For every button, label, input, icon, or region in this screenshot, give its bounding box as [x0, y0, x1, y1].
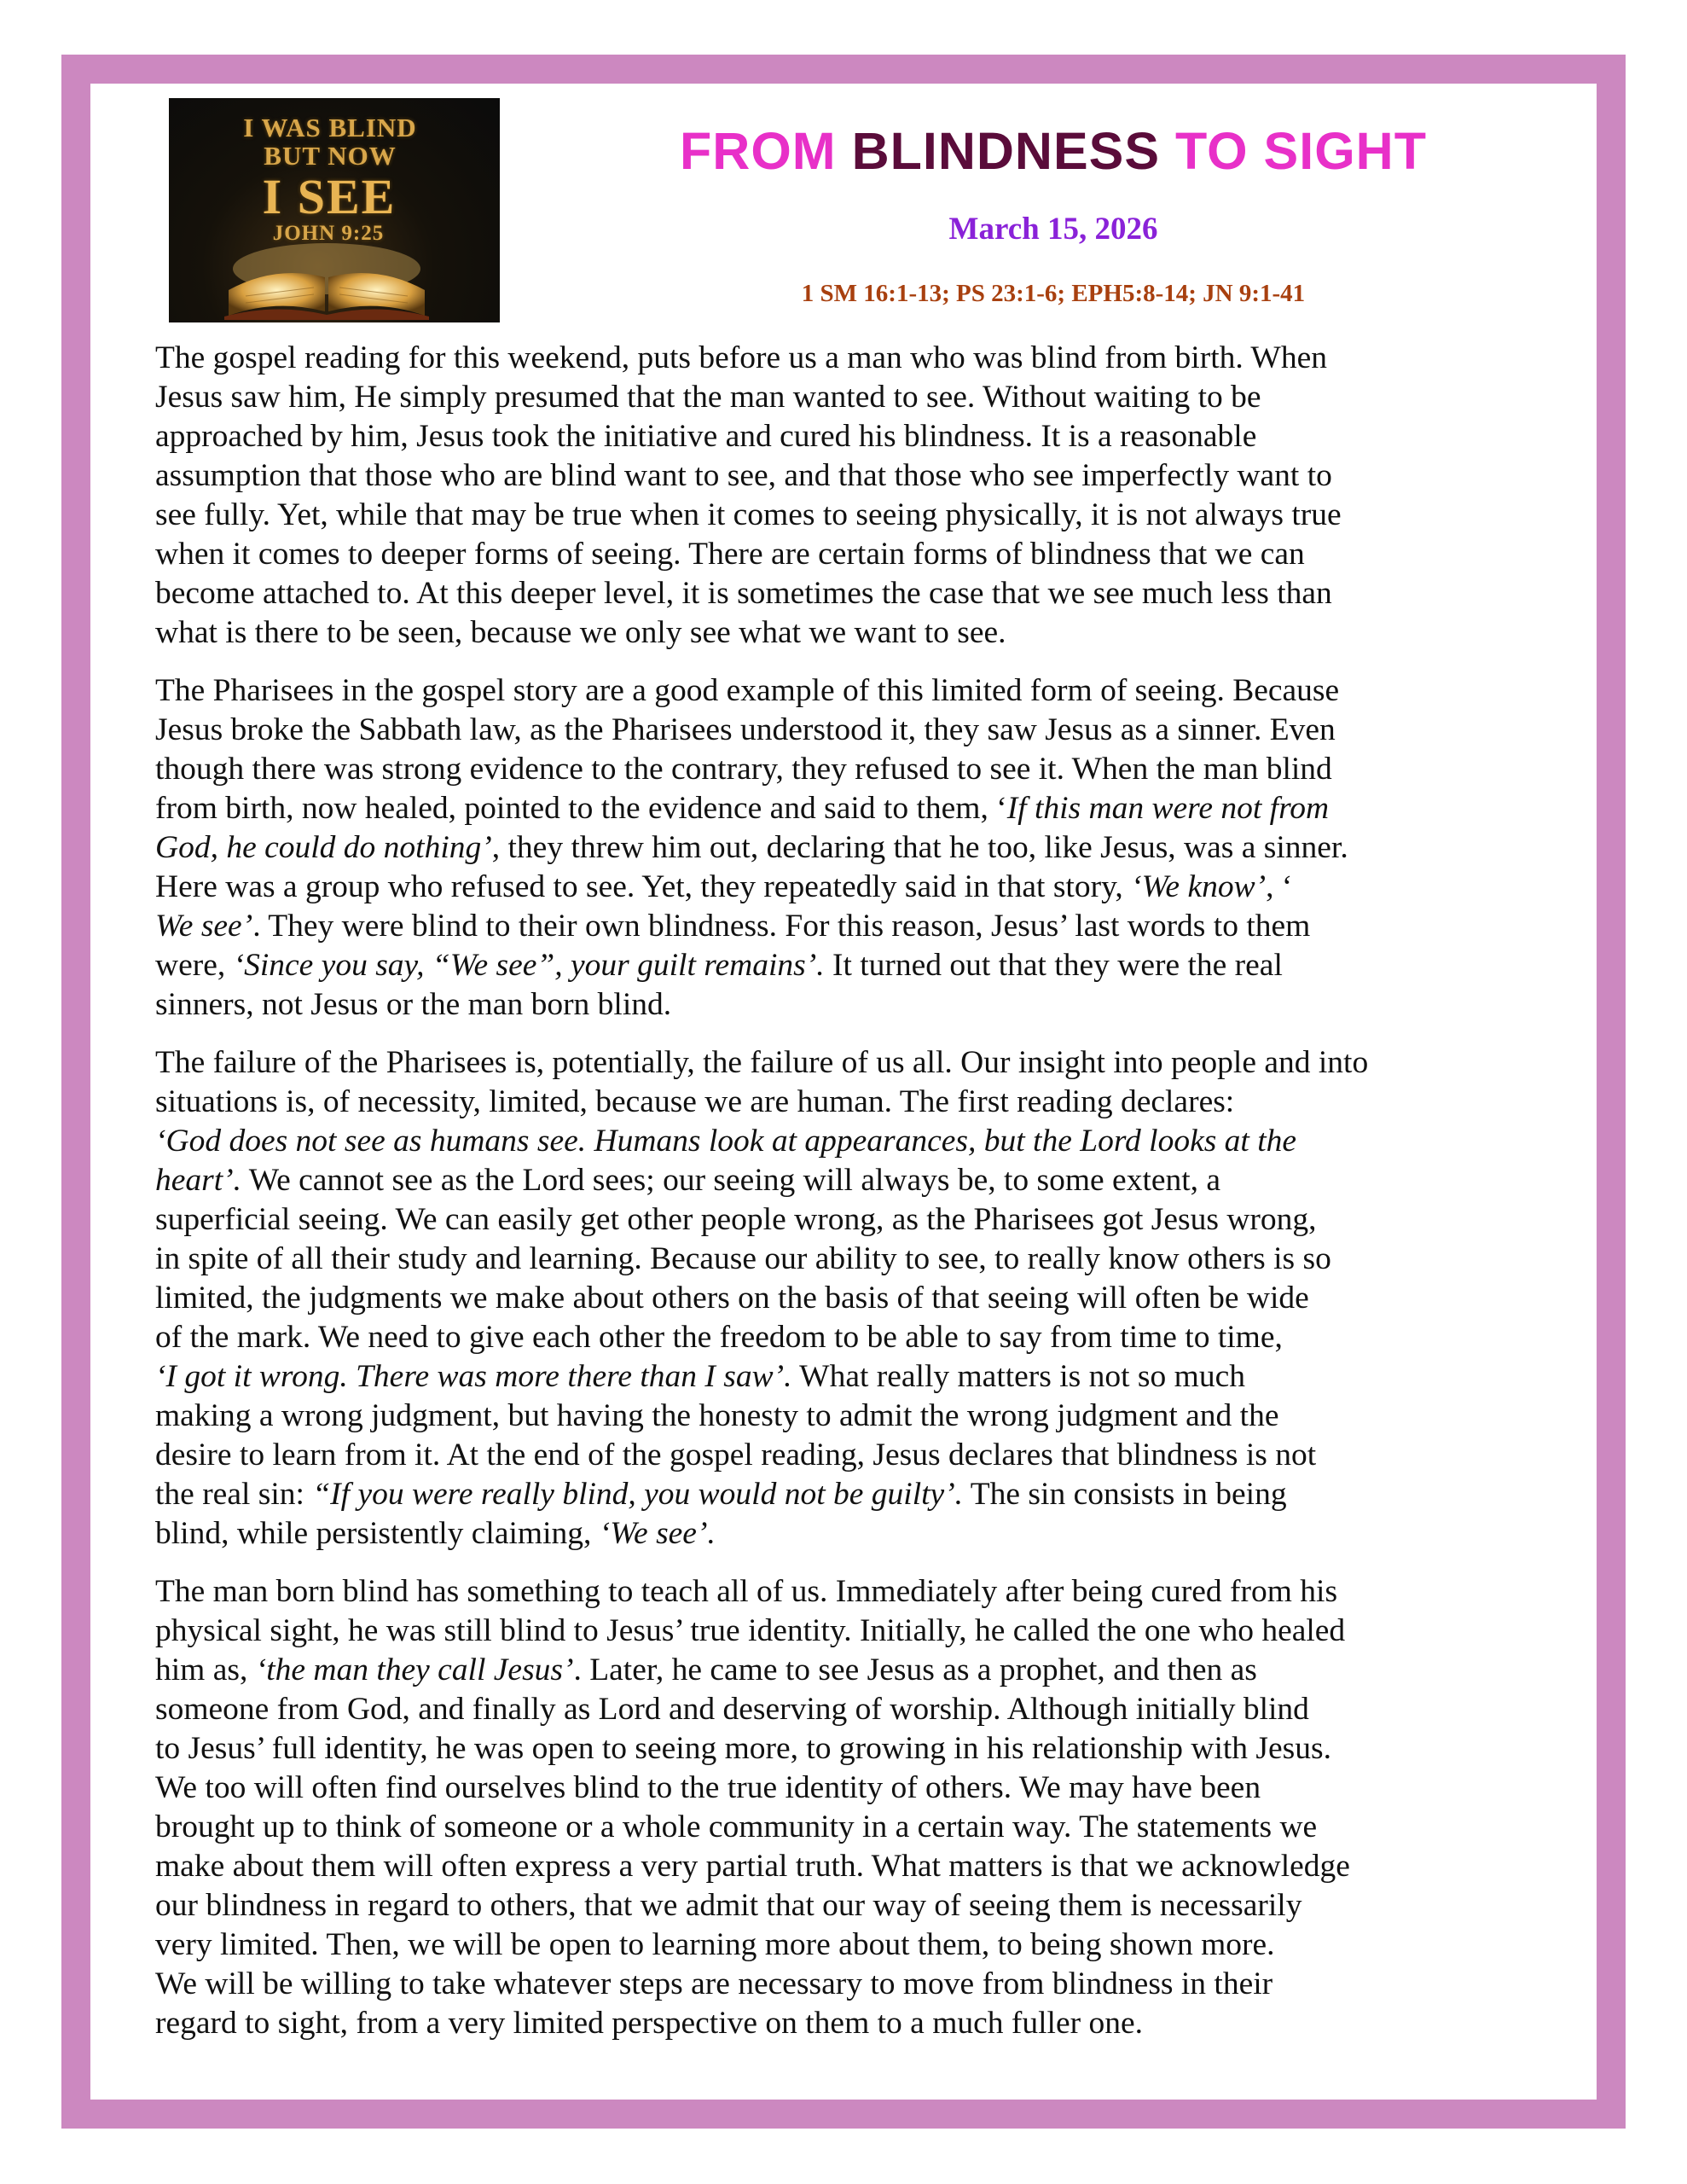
text-run: We see’: [155, 909, 253, 944]
text-run: ‘We know’: [1131, 869, 1267, 904]
paragraph-line: [155, 789, 1588, 828]
paragraph-line: [155, 1318, 1588, 1357]
paragraph-line: [155, 1514, 1588, 1554]
paragraph-line: [155, 907, 1588, 946]
text-run: , they threw him out, declaring that he too, like Jesus, was a sinner.: [491, 830, 1348, 865]
logo-text-line2: BUT NOW: [264, 141, 397, 171]
text-run: heart’.: [155, 1163, 242, 1198]
text-run: our blindness in regard to others, that we admit that our way of seeing them is necessarily: [155, 1888, 1302, 1923]
text-run: situations is, of necessity, limited, because we are human. The first reading declares:: [155, 1084, 1235, 1119]
paragraph-line: [155, 1651, 1588, 1690]
paragraph-line: [155, 868, 1588, 907]
text-run: “If you were really blind, you would not be guilty’.: [312, 1477, 964, 1512]
paragraph-line: [155, 2004, 1588, 2043]
text-run: him as,: [155, 1653, 256, 1687]
text-run: very limited. Then, we will be open to learning more about them, to being shown more.: [155, 1927, 1275, 1962]
text-run: were,: [155, 948, 234, 983]
paragraph-line: [155, 1965, 1588, 2004]
text-run: from birth, now healed, pointed to the evidence and said to them, ‘: [155, 791, 1007, 826]
text-run: become attached to. At this deeper level, it is sometimes the case that we see much less than: [155, 576, 1332, 611]
paragraph-line: [155, 535, 1588, 574]
text-run: regard to sight, from a very limited perspective on them to a much fuller one.: [155, 2006, 1143, 2041]
paragraph-line: [155, 456, 1588, 496]
text-run: The sin consists in being: [963, 1477, 1287, 1512]
paragraph-line: [155, 1161, 1588, 1200]
title-part-from: FROM: [680, 122, 837, 180]
text-run: The failure of the Pharisees is, potentially, the failure of us all. Our insight into people and into: [155, 1045, 1369, 1080]
text-run: We too will often find ourselves blind to the true identity of others. We may have been: [155, 1770, 1261, 1805]
text-run: to Jesus’ full identity, he was open to seeing more, to growing in his relationship with Jesus.: [155, 1731, 1331, 1766]
paragraph-line: [155, 1729, 1588, 1769]
text-run: ‘God does not see as humans see. Humans look at appearances, but the Lord looks at the: [155, 1124, 1297, 1159]
paragraph-line: [155, 1926, 1588, 1965]
text-run: . Later, he came to see Jesus as a prophet, and then as: [573, 1653, 1257, 1687]
paragraph-line: [155, 1847, 1588, 1886]
paragraph-line: [155, 1122, 1588, 1161]
text-run: assumption that those who are blind want to see, and that those who see imperfectly want to: [155, 458, 1332, 493]
text-run: ‘the man they call Jesus’: [255, 1653, 574, 1687]
logo-text-line4: JOHN 9:25: [272, 222, 385, 245]
paragraph-line: [155, 1886, 1588, 1926]
text-run: what is there to be seen, because we only see what we want to see.: [155, 615, 1006, 650]
paragraph-line: [155, 574, 1588, 613]
paragraph-line: [155, 1808, 1588, 1847]
date: March 15, 2026: [948, 212, 1158, 247]
text-run: the real sin:: [155, 1477, 313, 1512]
paragraph-line: [155, 1279, 1588, 1318]
logo-image: [169, 98, 500, 322]
text-run: sinners, not Jesus or the man born blind.: [155, 987, 672, 1022]
paragraph-line: [155, 1357, 1588, 1397]
text-run: The Pharisees in the gospel story are a good example of this limited form of seeing. Because: [155, 673, 1340, 708]
text-run: ‘I got it wrong. There was more there than I saw’.: [155, 1359, 792, 1394]
scripture-readings: 1 SM 16:1-13; PS 23:1-6; EPH5:8-14; JN 9:1-41: [801, 280, 1306, 307]
paragraph-line: [155, 417, 1588, 456]
paragraph-line: [155, 1397, 1588, 1436]
text-run: see fully. Yet, while that may be true when it comes to seeing physically, it is not always true: [155, 497, 1342, 532]
text-run: brought up to think of someone or a whole community in a certain way. The statements we: [155, 1809, 1318, 1844]
title-part-blindness: BLINDNESS: [851, 122, 1161, 180]
paragraph-line: [155, 828, 1588, 868]
text-run: Here was a group who refused to see. Yet, they repeatedly said in that story,: [155, 869, 1132, 904]
text-run: someone from God, and finally as Lord and deserving of worship. Although initially blind: [155, 1692, 1309, 1727]
paragraph-line: [155, 1690, 1588, 1729]
title-part-to-sight: TO SIGHT: [1175, 122, 1427, 180]
text-run: in spite of all their study and learning. Because our ability to see, to really know others is so: [155, 1241, 1331, 1276]
paragraph-line: [155, 1043, 1588, 1083]
paragraph-line: [155, 613, 1588, 653]
text-run: ‘Since you say, “We see”, your guilt remains’.: [233, 948, 825, 983]
paragraph-line: [155, 1083, 1588, 1122]
text-run: make about them will often express a very partial truth. What matters is that we acknowledge: [155, 1849, 1350, 1884]
text-run: though there was strong evidence to the contrary, they refused to see it. When the man blind: [155, 752, 1332, 787]
paragraph: [155, 1572, 1588, 2043]
paragraph-line: [155, 750, 1588, 789]
text-run: If this man were not from: [1006, 791, 1330, 826]
paragraph: [155, 671, 1588, 1025]
paragraph-line: [155, 671, 1588, 711]
paragraph-line: [155, 1200, 1588, 1240]
paragraph-line: [155, 1572, 1588, 1612]
open-book-icon: [220, 243, 433, 320]
text-run: God, he could do nothing’: [155, 830, 492, 865]
text-run: desire to learn from it. At the end of the gospel reading, Jesus declares that blindness is not: [155, 1438, 1317, 1472]
paragraph-line: [155, 946, 1588, 985]
paragraph-line: [155, 1240, 1588, 1279]
text-run: We cannot see as the Lord sees; our seeing will always be, to some extent, a: [241, 1163, 1221, 1198]
page-title: [529, 121, 1578, 181]
text-run: superficial seeing. We can easily get other people wrong, as the Pharisees got Jesus wrong,: [155, 1202, 1317, 1237]
paragraph-line: [155, 1769, 1588, 1808]
text-run: Jesus saw him, He simply presumed that the man wanted to see. Without waiting to be: [155, 380, 1261, 415]
logo-text-line3: I SEE: [262, 169, 397, 224]
paragraph-line: [155, 339, 1588, 378]
paragraph-line: [155, 378, 1588, 417]
text-run: making a wrong judgment, but having the honesty to admit the wrong judgment and the: [155, 1398, 1279, 1433]
text-run: when it comes to deeper forms of seeing. There are certain forms of blindness that we can: [155, 537, 1305, 572]
text-run: We will be willing to take whatever steps are necessary to move from blindness in their: [155, 1966, 1273, 2001]
text-run: approached by him, Jesus took the initiative and cured his blindness. It is a reasonable: [155, 419, 1257, 454]
text-run: of the mark. We need to give each other the freedom to be able to say from time to time,: [155, 1320, 1283, 1355]
text-run: Jesus broke the Sabbath law, as the Pharisees understood it, they saw Jesus as a sinner. Even: [155, 712, 1336, 747]
paragraph: [155, 1043, 1588, 1554]
paragraph-line: [155, 496, 1588, 535]
text-run: What really matters is not so much: [791, 1359, 1245, 1394]
text-run: physical sight, he was still blind to Jesus’ true identity. Initially, he called the one who healed: [155, 1613, 1346, 1648]
text-run: ‘We see’.: [599, 1516, 716, 1551]
text-run: limited, the judgments we make about others on the basis of that seeing will often be wide: [155, 1281, 1309, 1316]
article-body: [155, 339, 1588, 2062]
paragraph-line: [155, 1612, 1588, 1651]
text-run: It turned out that they were the real: [824, 948, 1283, 983]
logo-text-line1: I WAS BLIND: [243, 113, 417, 142]
paragraph: [155, 339, 1588, 653]
paragraph-line: [155, 711, 1588, 750]
paragraph-line: [155, 985, 1588, 1025]
text-run: . They were blind to their own blindness. For this reason, Jesus’ last words to them: [252, 909, 1311, 944]
paragraph-line: [155, 1475, 1588, 1514]
text-run: The man born blind has something to teach all of us. Immediately after being cured from his: [155, 1574, 1338, 1609]
text-run: , ‘: [1266, 869, 1293, 904]
paragraph-line: [155, 1436, 1588, 1475]
text-run: The gospel reading for this weekend, puts before us a man who was blind from birth. When: [155, 340, 1327, 375]
text-run: blind, while persistently claiming,: [155, 1516, 600, 1551]
